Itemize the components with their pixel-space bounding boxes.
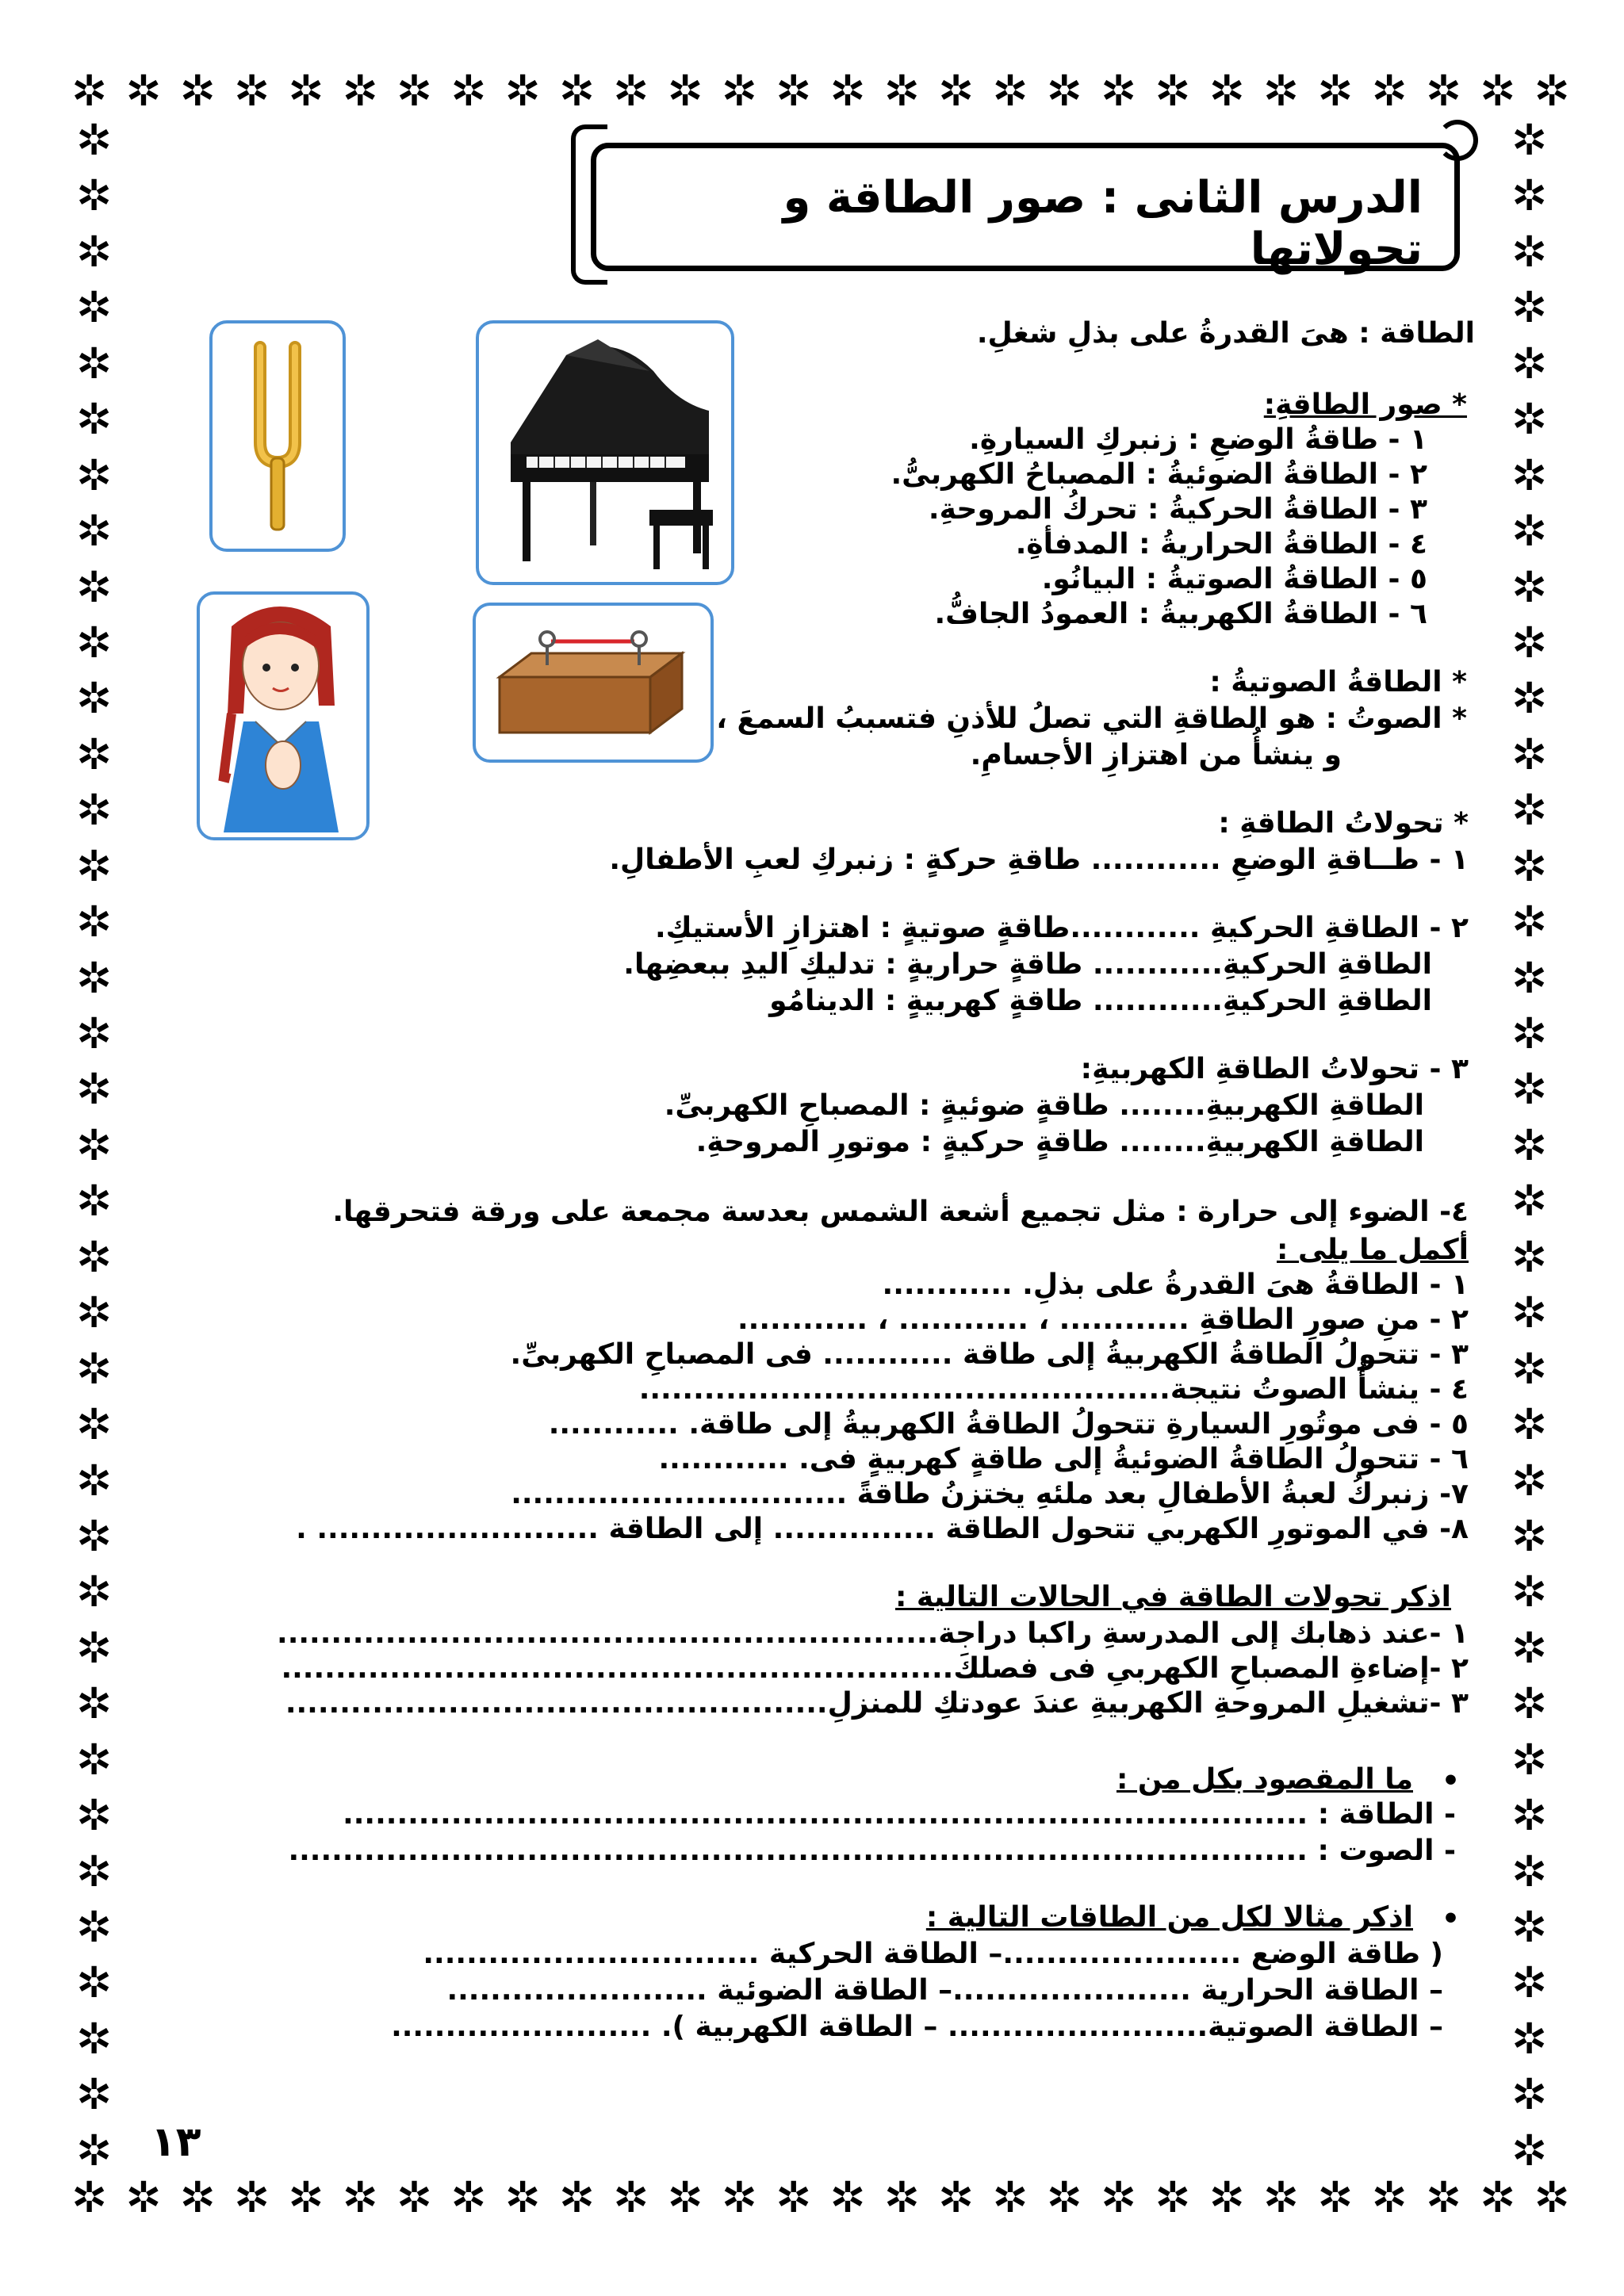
transformation-3-line-2: الطاقةِ الكهربيةِ........ طاقةٍ حركيةٍ : موتورِ المروحةِ.: [695, 1126, 1424, 1158]
meaning-item-sound: - الصوت : ..............................................................................................: [288, 1835, 1456, 1867]
complete-item-5: ٥ - فى موتُورِ السيارةِ تتحولُ الطاقةُ الكهربيةُ إلى طاقة. ............: [548, 1408, 1469, 1441]
piano-picture: [476, 320, 734, 585]
complete-item-3: ٣ - تتحولُ الطاقةُ الكهربيةُ إلى طاقة ............ فى المصباحِ الكهربىِّ.: [510, 1338, 1469, 1371]
transformation-4: ٤- الضوء إلى حرارة : مثل تجميع أشعة الشمس بعدسة مجمعة على ورقة فتحرقها.: [332, 1196, 1469, 1228]
rubber-band-box-icon: [476, 606, 710, 760]
meaning-heading: ما المقصود بكل من :: [1116, 1763, 1413, 1796]
transformation-1: ١ - طــاقةِ الوضعِ ............ طاقةِ حركةٍ : زنبركِ لعبِ الأطفالِ.: [609, 844, 1469, 876]
sound-heading: * الطاقةُ الصوتيةُ :: [1209, 666, 1467, 698]
mention-item-3: ٣ -تشغيلِ المروحةِ الكهربيةِ عندَ عودتكِ للمنزلِ..................................................: [285, 1687, 1469, 1720]
forms-heading: * صور الطاقةِ:: [1263, 388, 1467, 421]
stretched-band-box-picture: [473, 603, 714, 763]
examples-bullet: •: [1442, 1903, 1461, 1935]
complete-heading: أكمل ما يلى :: [1277, 1234, 1469, 1266]
sound-definition-line-2: و ينشأُ من اهتزازِ الأجسامِ.: [970, 739, 1342, 771]
left-star-border: ✲ ✲ ✲ ✲ ✲ ✲ ✲ ✲ ✲ ✲ ✲ ✲ ✲ ✲ ✲ ✲ ✲ ✲ ✲ ✲ ✲ ✲ ✲ ✲ ✲ ✲ ✲ ✲ ✲ ✲ ✲ ✲ ✲ ✲ ✲ ✲ ✲: [76, 115, 113, 2175]
transformation-3-heading: ٣ - تحولاتُ الطاقةِ الكهربيةِ:: [1080, 1053, 1469, 1085]
bottom-star-border: ✲ ✲ ✲ ✲ ✲ ✲ ✲ ✲ ✲ ✲ ✲ ✲ ✲ ✲ ✲ ✲ ✲ ✲ ✲ ✲ ✲ ✲ ✲ ✲ ✲ ✲ ✲ ✲: [71, 2172, 1570, 2222]
forms-item-4: ٤ - الطاقةُ الحراريةُ : المدفأةِ.: [1015, 528, 1427, 561]
tuning-fork-icon: [213, 323, 343, 549]
girl-praying-picture: [197, 591, 370, 840]
transformation-2-line-2: الطاقةِ الحركيةِ............ طاقةٍ حراريةٍ : تدليكِ اليدِ ببعضِها.: [623, 948, 1432, 981]
meaning-bullet: •: [1442, 1765, 1461, 1797]
grand-piano-icon: [479, 323, 731, 582]
examples-heading: اذكر مثالا لكل من الطاقات التالية :: [925, 1901, 1413, 1934]
meaning-item-energy: - الطاقة : .........................................................................................: [343, 1798, 1456, 1831]
transformation-3-line-1: الطاقةِ الكهربيةِ........ طاقةٍ ضوئيةٍ : المصباحِ الكهربىِّ.: [664, 1089, 1424, 1122]
examples-line-1: ( طاقة الوضع ......................– الطاقة الحركية ...............................: [423, 1938, 1443, 1970]
energy-definition: الطاقة : هىَ القدرةُ على بذلِ شغلِ.: [976, 317, 1475, 350]
forms-item-1: ١ - طاقةُ الوضعِ : زنبركِ السيارةِ.: [969, 423, 1427, 456]
lesson-title: الدرس الثانى : صور الطاقة و تحولاتها: [783, 172, 1423, 275]
transformations-heading: * تحولاتُ الطاقةِ :: [1218, 807, 1469, 840]
page-number: ١٣: [151, 2118, 201, 2166]
sound-definition-line-1: * الصوتُ : هو الطاقةِ التي تصلُ للأذنِ فتسببُ السمعَ ،: [716, 702, 1467, 735]
tuning-fork-picture: [209, 320, 346, 552]
title-scroll-frame: [591, 143, 1460, 275]
mention-item-1: ١ -عند ذهابك إلى المدرسةِ راكبا دراجة.............................................................: [277, 1617, 1469, 1650]
complete-item-2: ٢ - منِ صورِ الطاقةِ ............ ، ............ ، ............: [737, 1303, 1469, 1336]
girl-icon: [200, 595, 366, 837]
forms-item-6: ٦ - الطاقةُ الكهربيةُ : العمودُ الجافُّ.: [934, 598, 1427, 630]
complete-item-6: ٦ - تتحولُ الطاقةُ الضوئيةُ إلى طاقةٍ كهربيةٍ فى. ............: [658, 1443, 1469, 1475]
mention-heading: اذكر تحولات الطاقة في الحالات التالية :: [894, 1581, 1451, 1613]
right-star-border: ✲ ✲ ✲ ✲ ✲ ✲ ✲ ✲ ✲ ✲ ✲ ✲ ✲ ✲ ✲ ✲ ✲ ✲ ✲ ✲ ✲ ✲ ✲ ✲ ✲ ✲ ✲ ✲ ✲ ✲ ✲ ✲ ✲ ✲ ✲ ✲ ✲: [1511, 115, 1548, 2175]
complete-item-1: ١ - الطاقةُ هىَ القدرةُ على بذلِ. ............: [882, 1269, 1469, 1301]
transformation-2-line-1: ٢ - الطاقةِ الحركيةِ ............طاقةٍ صوتيةٍ : اهتزازِ الأستيكِ.: [654, 912, 1469, 944]
top-star-border: ✲ ✲ ✲ ✲ ✲ ✲ ✲ ✲ ✲ ✲ ✲ ✲ ✲ ✲ ✲ ✲ ✲ ✲ ✲ ✲ ✲ ✲ ✲ ✲ ✲ ✲ ✲ ✲: [71, 66, 1570, 116]
mention-item-2: ٢ -إضاءةِ المصباحِ الكهربىِ فى فصلكَ..............................................................: [281, 1652, 1469, 1685]
complete-item-8: ٨- في الموتورِ الكهربي تتحول الطاقة ............... إلى الطاقة .......................... .: [296, 1513, 1469, 1545]
examples-line-3: – الطاقة الصوتية........................ – الطاقة الكهربية ). ........................: [391, 2011, 1443, 2043]
complete-item-4: ٤ - ينشأُ الصوتُ نتيجة.................................................: [638, 1373, 1469, 1406]
complete-item-7: ٧- زنبركُ لعبةُ الأطفالِ بعد ملئهِ يختزنُ طاقةً ...............................: [511, 1478, 1469, 1510]
forms-item-5: ٥ - الطاقةُ الصوتيةُ : البيانُو.: [1041, 563, 1427, 595]
examples-line-2: – الطاقة الحرارية ......................– الطاقة الضوئية ........................: [446, 1974, 1443, 2007]
forms-item-3: ٣ - الطاقةُ الحركيةُ : تحركُ المروحةِ.: [928, 493, 1427, 526]
transformation-2-line-3: الطاقةِ الحركيةِ............ طاقةٍ كهربيةٍ : الدينامُو: [769, 985, 1432, 1017]
forms-item-2: ٢ - الطاقةُ الضوئيةُ : المصباحُ الكهربىُّ.: [891, 458, 1427, 491]
